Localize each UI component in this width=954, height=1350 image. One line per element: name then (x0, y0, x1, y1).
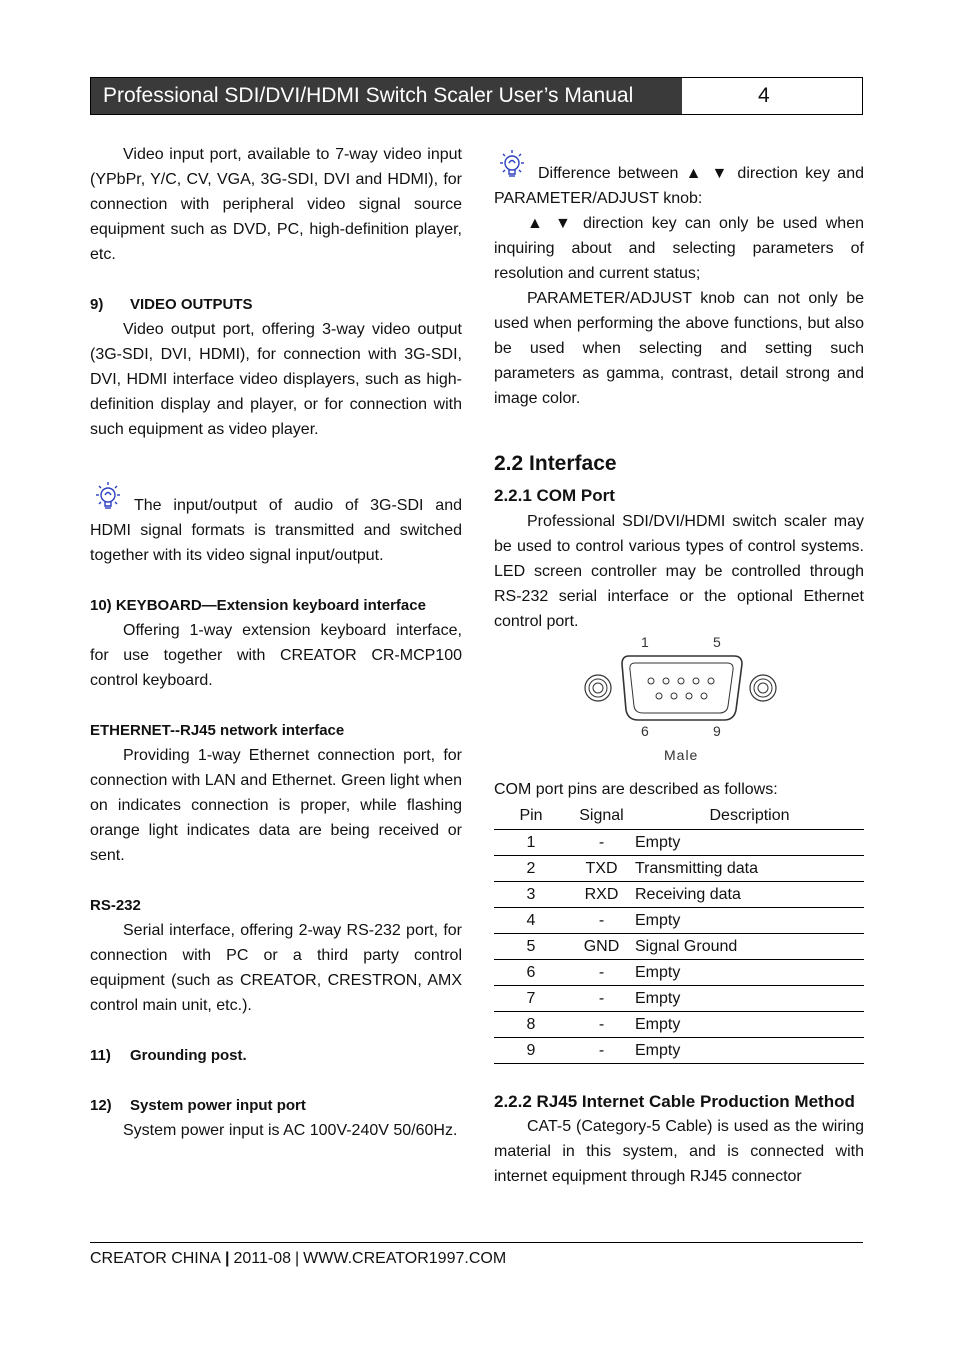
rs232-paragraph: Serial interface, offering 2-way RS-232 port, for connection with PC or a third party control equipment (such as CREATOR, CRESTRON, AMX control main unit, etc.). (90, 922, 462, 1014)
table-row (494, 908, 864, 934)
connector-gender-label: Male (664, 747, 699, 763)
table-row (494, 1038, 864, 1064)
video-outputs-paragraph: Video output port, offering 3-way video output (3G-SDI, DVI, HDMI), for connection with 3G-SDI, DVI, HDMI interface video displayers, such as high-definition display and player, or for connection with such equipment as video player. (90, 321, 462, 438)
signal-cell: - (568, 960, 635, 986)
table-row (494, 856, 864, 882)
footer-separator: | (295, 1250, 300, 1267)
col-header-signal: Signal (568, 802, 635, 830)
heading-text: System power input port (130, 1097, 306, 1114)
rj45-paragraph: CAT-5 (Category-5 Cable) is used as the wiring material in this system, and is connected with internet equipment through RJ45 connector (494, 1118, 864, 1185)
heading-number: 11) (90, 1047, 111, 1064)
keyboard-paragraph: Offering 1-way extension keyboard interface, for use together with CREATOR CR-MCP100 control keyboard. (90, 622, 462, 689)
description-cell: Signal Ground (635, 934, 864, 960)
left-column (90, 142, 462, 1143)
pin-5-label: 5 (713, 634, 721, 650)
direction-note-text: Difference between ▲ ▼ direction key and PARAMETER/ADJUST knob: (494, 165, 864, 207)
table-row (494, 882, 864, 908)
signal-cell: - (568, 986, 635, 1012)
footer-date: 2011-08 (233, 1250, 291, 1267)
audio-note-text: The input/output of audio of 3G-SDI and HDMI signal formats is transmitted and switched together with its video signal input/output. (90, 497, 462, 564)
description-cell: Receiving data (635, 882, 864, 908)
description-cell: Empty (635, 1012, 864, 1038)
power-heading (90, 1093, 462, 1118)
pin-cell: 1 (494, 830, 568, 856)
footer-company: CREATOR CHINA (90, 1250, 221, 1267)
table-row (494, 1012, 864, 1038)
signal-cell: - (568, 908, 635, 934)
description-cell: Empty (635, 986, 864, 1012)
heading-text: Grounding post. (130, 1047, 247, 1064)
table-row (494, 986, 864, 1012)
footer-separator: | (224, 1250, 230, 1267)
right-column (494, 148, 864, 1189)
grounding-heading (90, 1043, 462, 1068)
video-input-paragraph: Video input port, available to 7-way video input (YPbPr, Y/C, CV, VGA, 3G-SDI, DVI and HDMI), for connection with peripheral video signal source equipment such as DVD, PC, high-definition player, etc. (90, 146, 462, 263)
signal-cell: GND (568, 934, 635, 960)
direction-note (494, 148, 864, 211)
power-paragraph: System power input is AC 100V-240V 50/60Hz. (123, 1122, 458, 1139)
manual-title: Professional SDI/DVI/HDMI Switch Scaler User’s Manual (91, 78, 682, 114)
db9-connector-figure (494, 634, 864, 774)
pin-cell: 8 (494, 1012, 568, 1038)
heading-number: 9) (90, 296, 104, 313)
left-screw-icon (585, 675, 611, 701)
rs232-heading: RS-232 (90, 897, 141, 914)
com-port-heading: 2.2.1 COM Port (494, 486, 615, 505)
pin-cell: 7 (494, 986, 568, 1012)
table-header-row (494, 802, 864, 830)
description-cell: Empty (635, 908, 864, 934)
pin-cell: 9 (494, 1038, 568, 1064)
direction-key-paragraph: ▲ ▼ direction key can only be used when inquiring about and selecting parameters of resolution and current status; (494, 215, 864, 282)
interface-heading: 2.2 Interface (494, 452, 617, 475)
heading-number: 12) (90, 1097, 112, 1114)
footer-url: WWW.CREATOR1997.COM (303, 1250, 507, 1267)
table-row (494, 960, 864, 986)
page-footer (90, 1249, 506, 1269)
com-port-paragraph: Professional SDI/DVI/HDMI switch scaler may be used to control various types of control systems. LED screen controller may be controlled through RS-232 serial interface or the optional Ethernet control port. (494, 513, 864, 630)
audio-note (90, 480, 462, 568)
ethernet-paragraph: Providing 1-way Ethernet connection port, for connection with LAN and Ethernet. Green light when on indicates connection is proper, while flashing orange light indicates data are being received or sent. (90, 747, 462, 864)
table-row (494, 830, 864, 856)
footer-divider (90, 1242, 863, 1243)
pins-intro: COM port pins are described as follows: (494, 781, 778, 798)
rj45-heading: 2.2.2 RJ45 Internet Cable Production Method (494, 1092, 855, 1111)
page-header (90, 77, 863, 115)
description-cell: Transmitting data (635, 856, 864, 882)
video-outputs-heading (90, 292, 462, 317)
pin-6-label: 6 (641, 723, 649, 739)
col-header-pin: Pin (494, 802, 568, 830)
signal-cell: - (568, 1038, 635, 1064)
signal-cell: - (568, 1012, 635, 1038)
description-cell: Empty (635, 830, 864, 856)
col-header-description: Description (635, 802, 864, 830)
pin-9-label: 9 (713, 723, 721, 739)
com-pin-table (494, 802, 864, 1064)
page-number: 4 (758, 84, 770, 107)
right-screw-icon (750, 675, 776, 701)
pin-cell: 6 (494, 960, 568, 986)
ethernet-heading: ETHERNET--RJ45 network interface (90, 722, 345, 739)
description-cell: Empty (635, 1038, 864, 1064)
signal-cell: RXD (568, 882, 635, 908)
table-row (494, 934, 864, 960)
pin-cell: 3 (494, 882, 568, 908)
knob-paragraph: PARAMETER/ADJUST knob can not only be used when performing the above functions, but also be used when selecting and setting such parameters as gamma, contrast, detail strong and image color. (494, 290, 864, 407)
pin-cell: 5 (494, 934, 568, 960)
lightbulb-icon (494, 148, 530, 184)
pin-cell: 4 (494, 908, 568, 934)
signal-cell: TXD (568, 856, 635, 882)
pin-cell: 2 (494, 856, 568, 882)
heading-text: VIDEO OUTPUTS (130, 296, 253, 313)
signal-cell: - (568, 830, 635, 856)
lightbulb-icon (90, 480, 126, 516)
description-cell: Empty (635, 960, 864, 986)
keyboard-heading: 10) KEYBOARD—Extension keyboard interface (90, 597, 426, 614)
pin-1-label: 1 (641, 634, 649, 650)
